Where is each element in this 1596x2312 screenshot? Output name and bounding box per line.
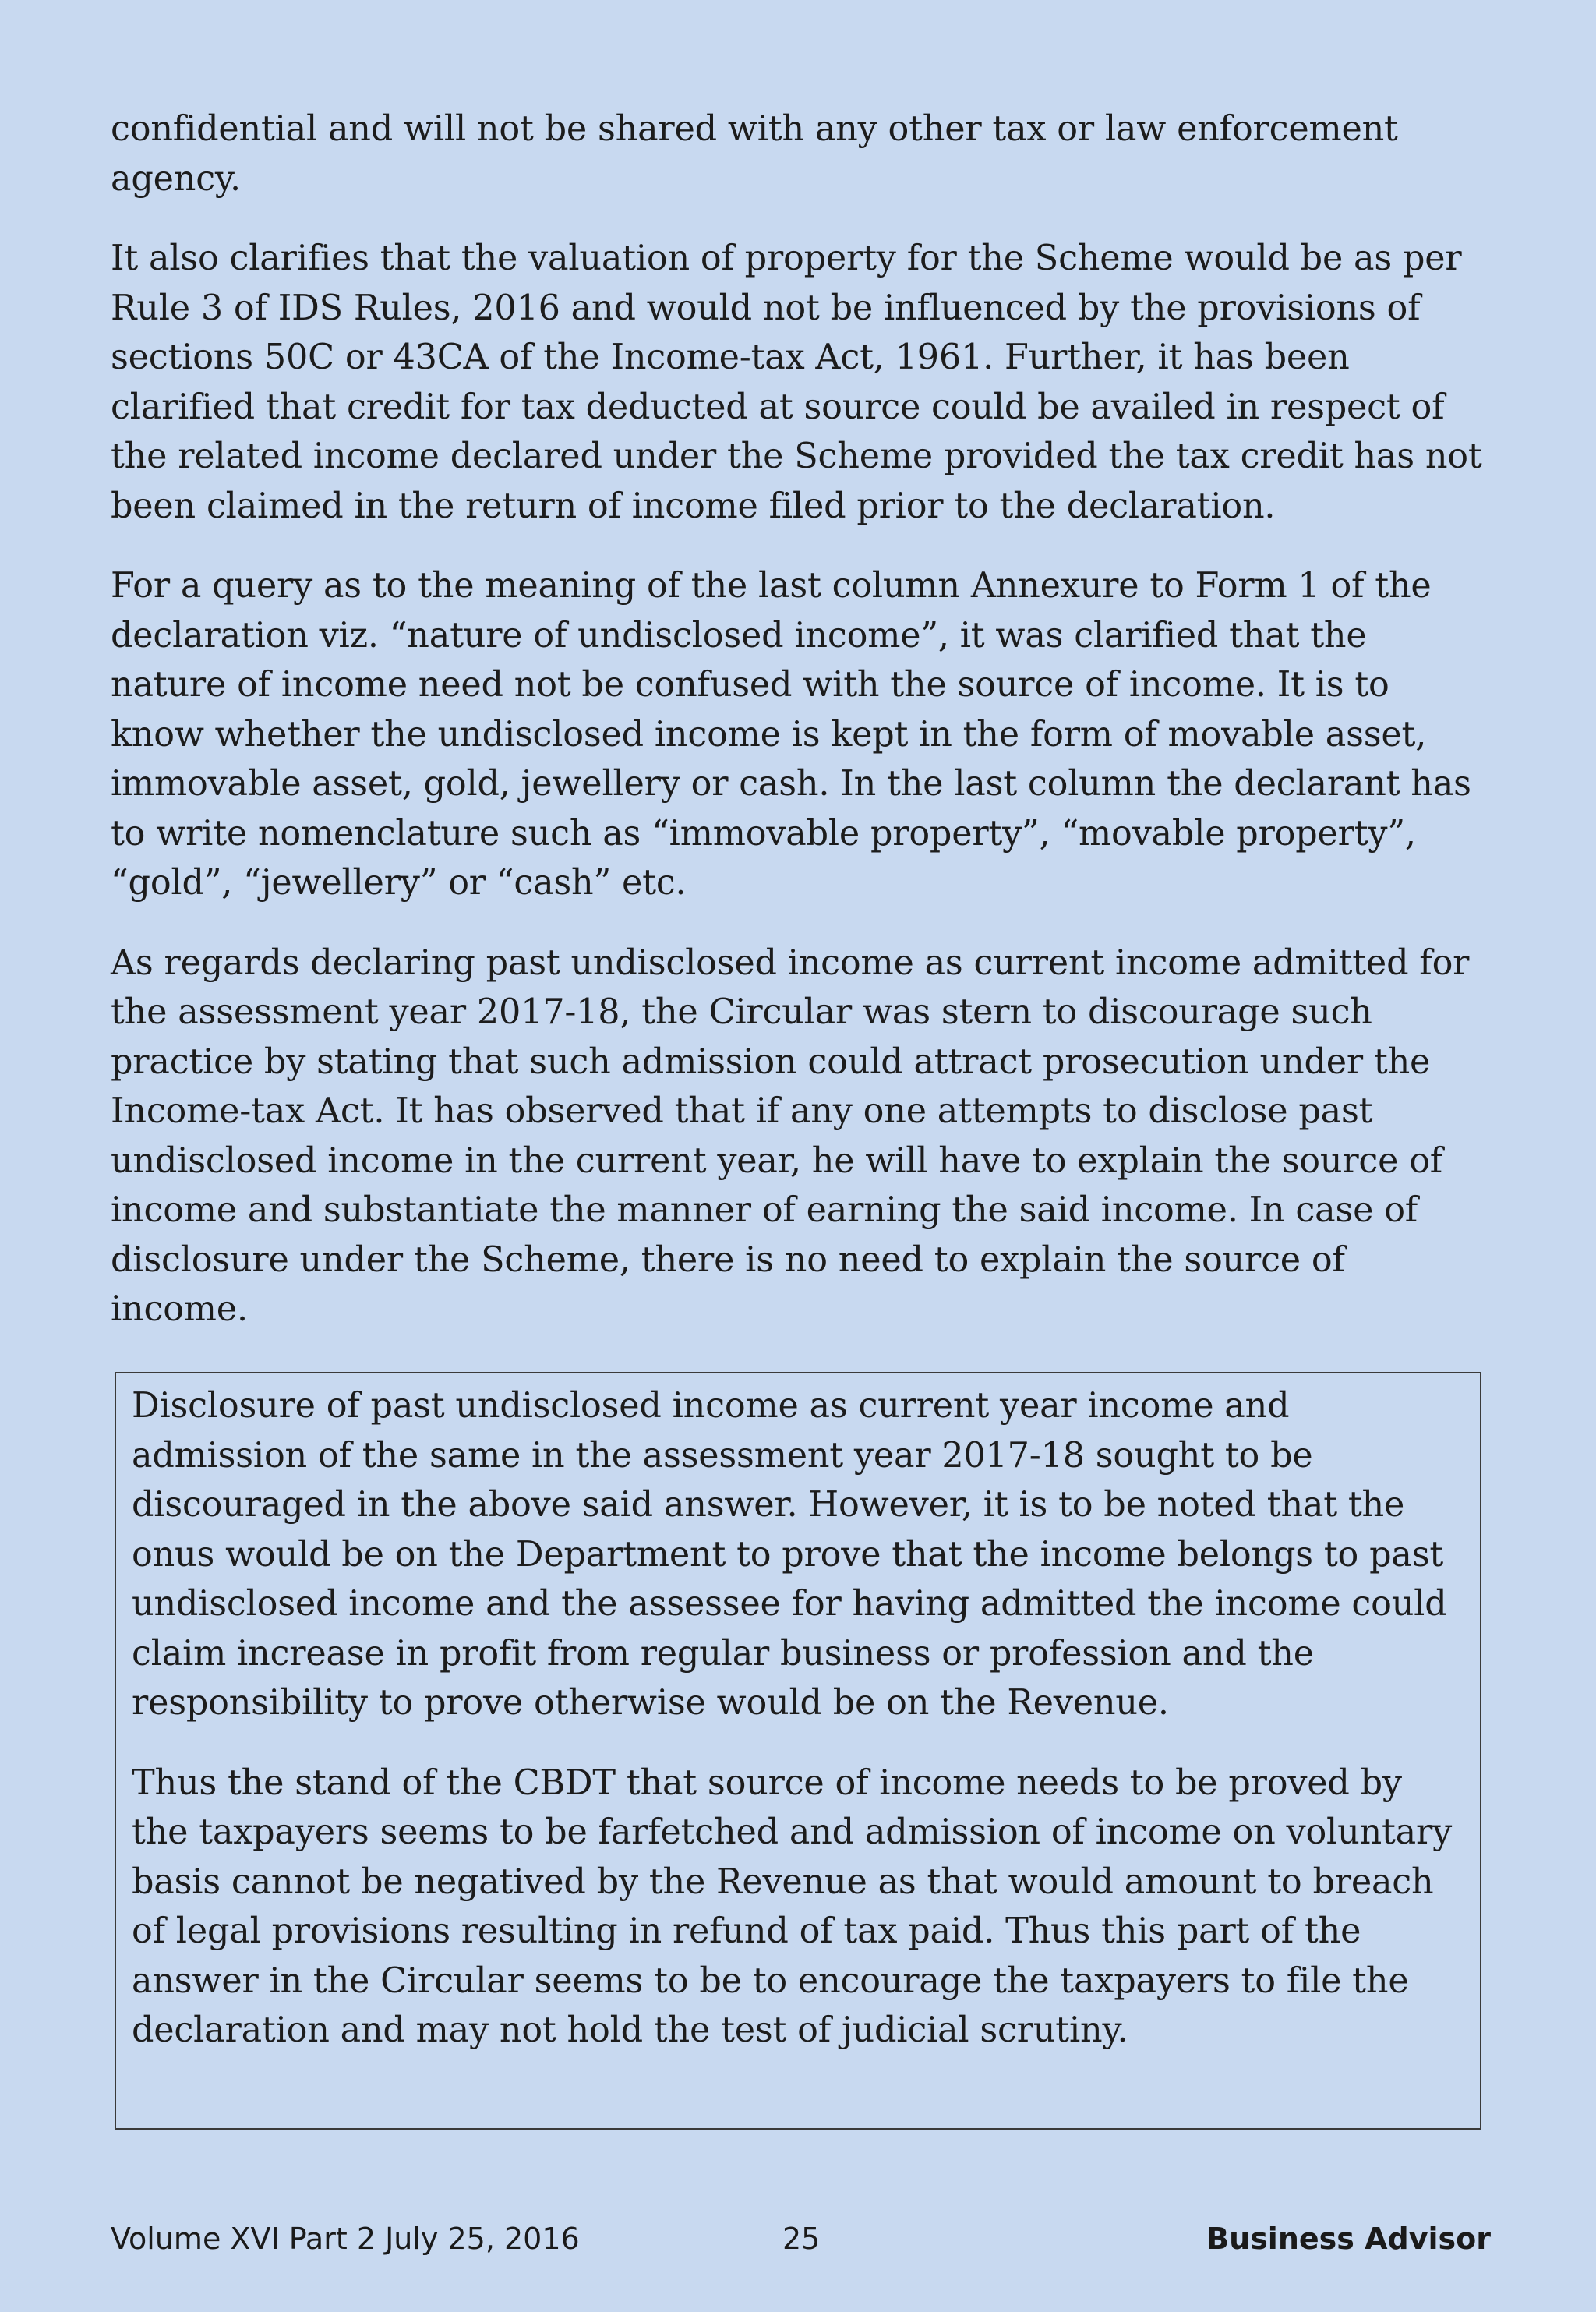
page-footer	[111, 2222, 1491, 2261]
body-paragraph-3: For a query as to the meaning of the last column Annexure to Form 1 of the declaration viz. “nature of undisclosed income”, it was clarified that the nature of income need not be confused with the source of income. It is to know whether the undisclosed income is kept in the form of movable asset, immovable asset, gold, jewellery or cash. In the last column the declarant has to write nomenclature such as “immovable property”, “movable property”, “gold”, “jewellery” or “cash” etc.	[111, 566, 1471, 903]
page-number: 25	[782, 2222, 821, 2256]
issue-info: Volume XVI Part 2 July 25, 2016	[111, 2222, 580, 2256]
commentary-box	[115, 1372, 1481, 2130]
commentary-paragraph-1: Disclosure of past undisclosed income as current year income and admission of the same in the assessment year 2017-18 sought to be discouraged in the above said answer. However, it is to be noted that the onus would be on the Department to prove that the income belongs to past undisclosed income and the assessee for having admitted the income could claim increase in profit from regular business or profession and the responsibility to prove otherwise would be on the Revenue.	[132, 1386, 1447, 1723]
commentary-paragraph-2: Thus the stand of the CBDT that source of income needs to be proved by the taxpayers seems to be farfetched and admission of income on voluntary basis cannot be negatived by the Revenue as that would amount to breach of legal provisions resulting in refund of tax paid. Thus this part of the answer in the Circular seems to be to encourage the taxpayers to file the declaration and may not hold the test of judicial scrutiny.	[132, 1762, 1453, 2050]
article-body	[111, 104, 1492, 1365]
publication-name: Business Advisor	[1206, 2222, 1491, 2256]
body-paragraph-4: As regards declaring past undisclosed income as current income admitted for the assessment year 2017-18, the Circular was stern to discourage such practice by stating that such admission could attract prosecution under the Income-tax Act. It has observed that if any one attempts to disclose past undisclosed income in the current year, he will have to explain the source of income and substantiate the manner of earning the said income. In case of disclosure under the Scheme, there is no need to explain the source of income.	[111, 942, 1470, 1329]
body-paragraph-1: confidential and will not be shared with any other tax or law enforcement agency.	[111, 109, 1398, 199]
body-paragraph-2: It also clarifies that the valuation of property for the Scheme would be as per Rule 3 of IDS Rules, 2016 and would not be influenced by the provisions of sections 50C or 43CA of the Income-tax Act, 1961. Further, it has been clarified that credit for tax deducted at source could be availed in respect of the related income declared under the Scheme provided the tax credit has not been claimed in the return of income filed prior to the declaration.	[111, 239, 1482, 526]
